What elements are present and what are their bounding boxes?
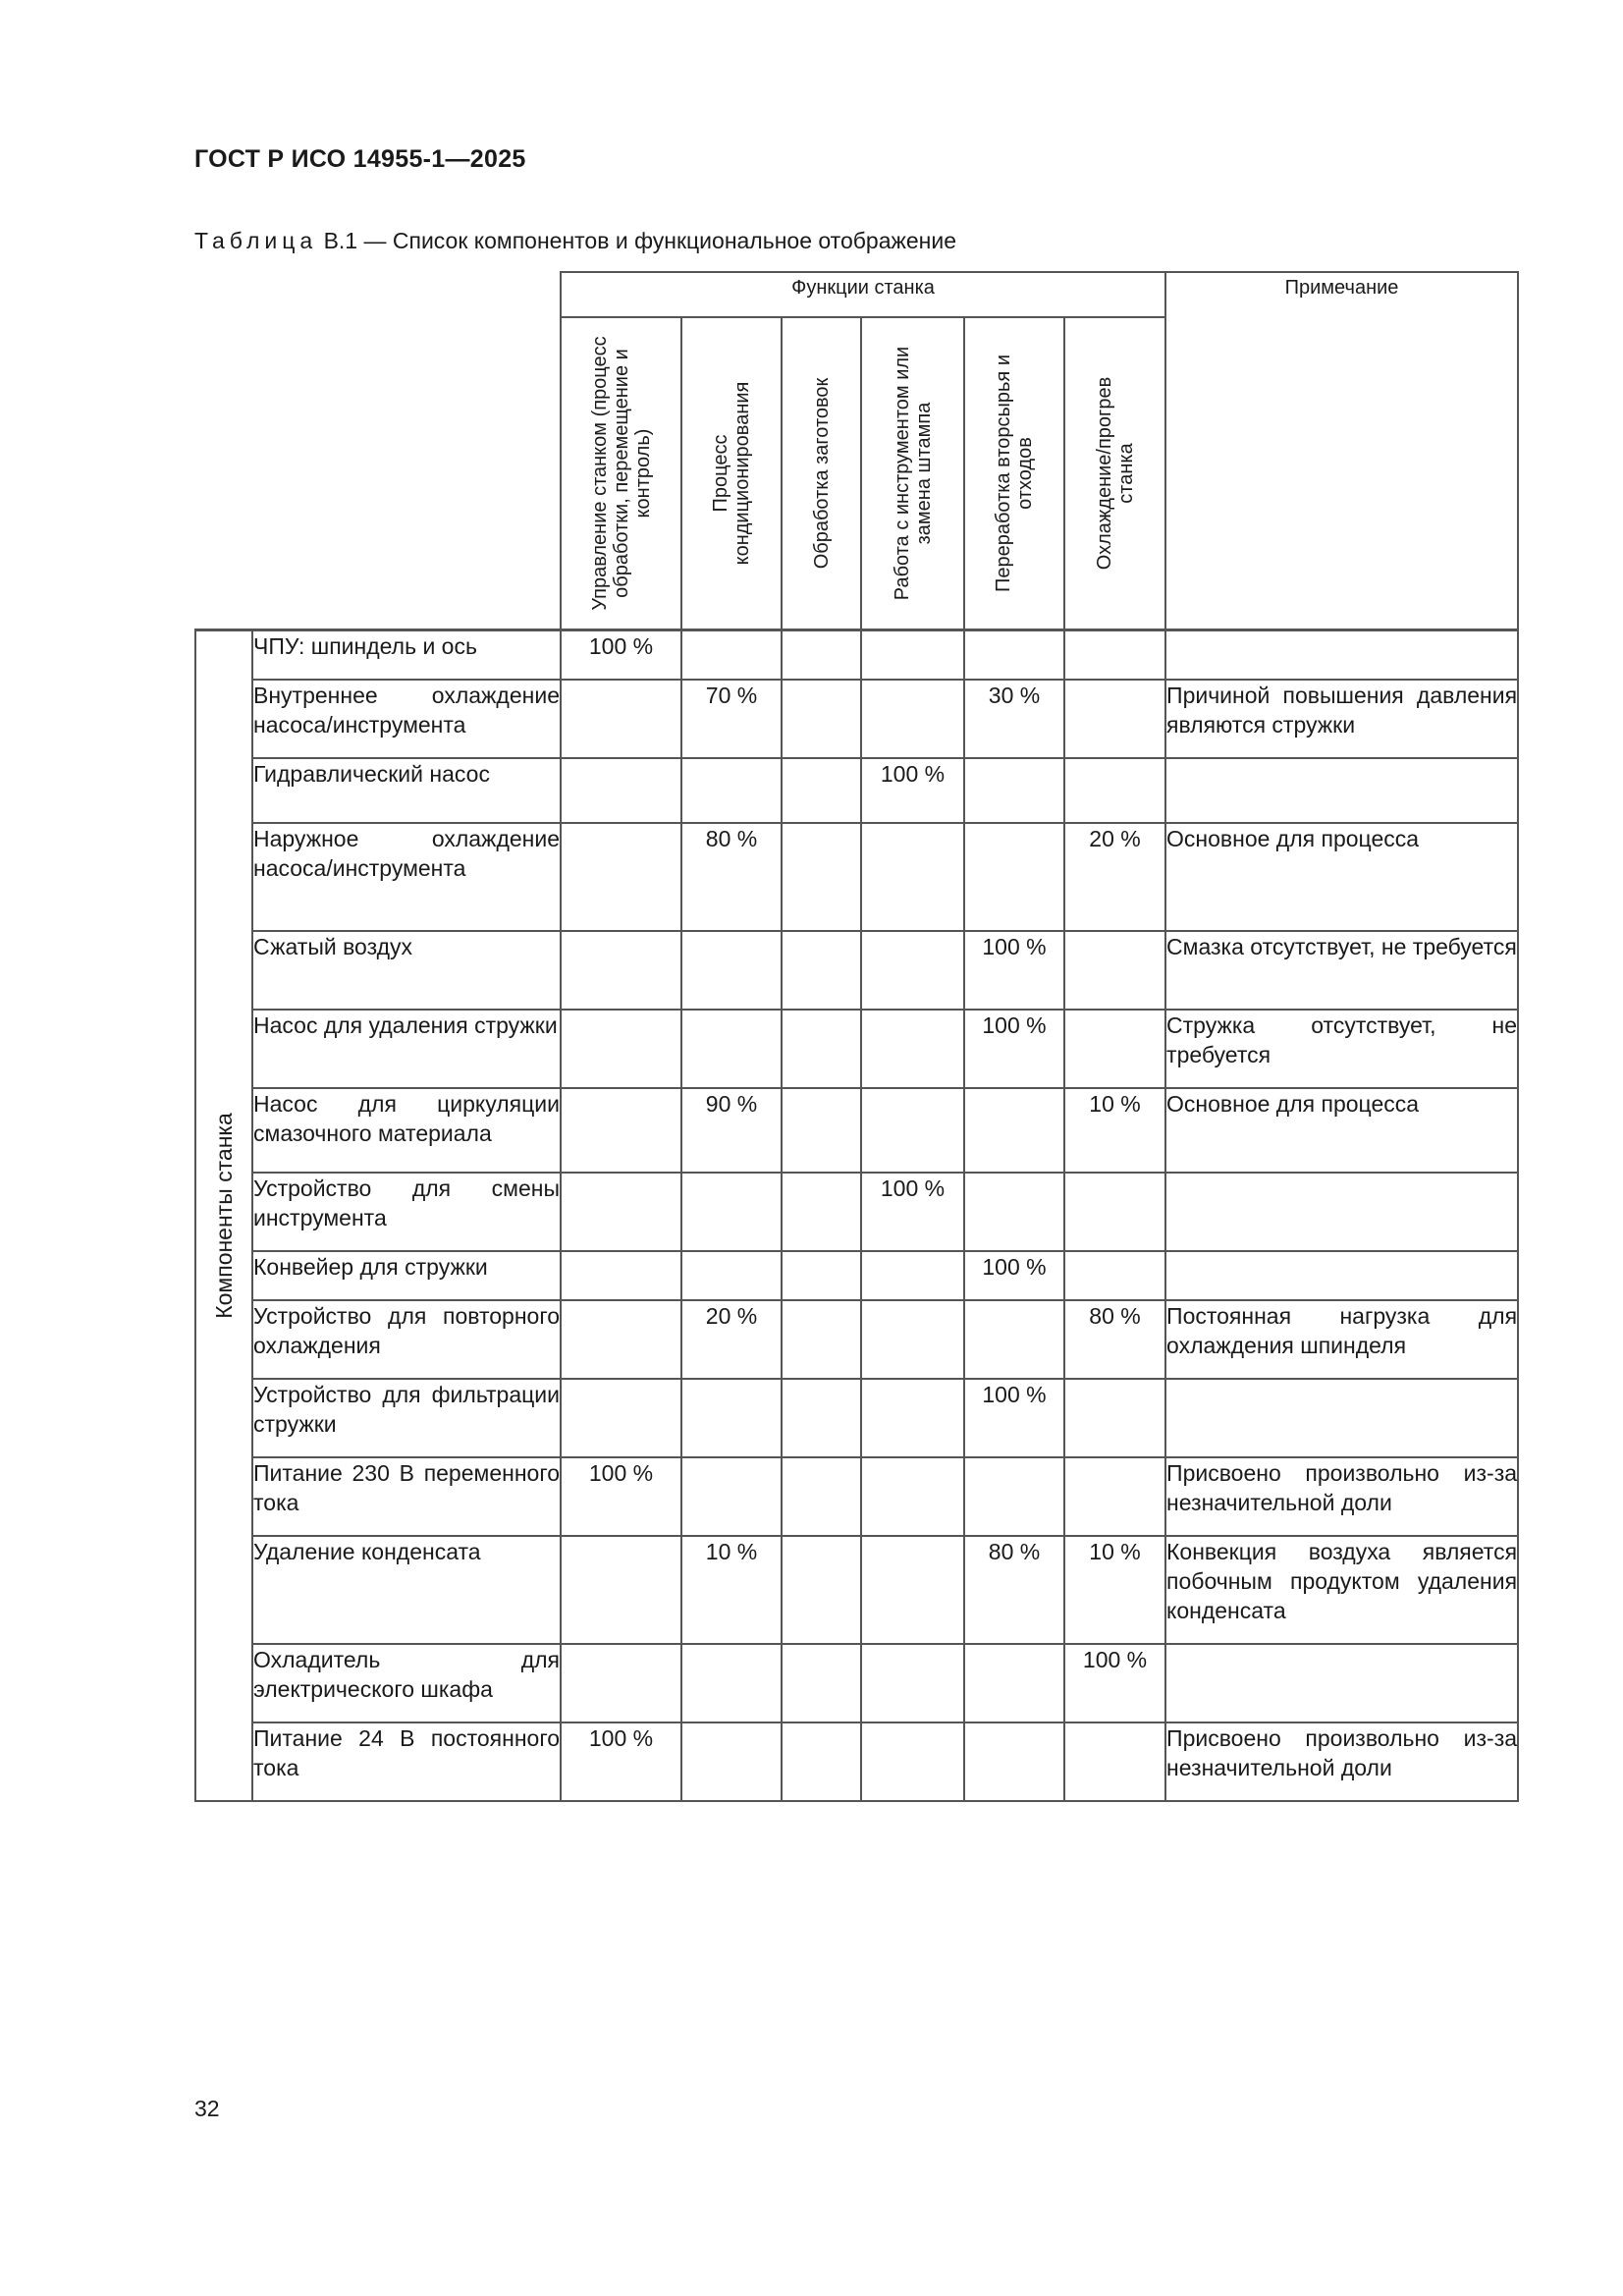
value-cell: [1064, 1251, 1165, 1300]
value-cell: 100 %: [964, 1379, 1064, 1457]
value-cell: 80 %: [681, 823, 782, 931]
value-cell: [861, 630, 964, 680]
value-cell: [681, 1173, 782, 1251]
value-cell: 100 %: [561, 1722, 681, 1801]
value-cell: [861, 931, 964, 1010]
value-cell: [964, 823, 1064, 931]
component-name: Насос для циркуляции смазочного материала: [252, 1088, 561, 1173]
value-cell: 10 %: [681, 1536, 782, 1644]
function-header-label: Работа с инструментом или замена штампа: [891, 346, 935, 601]
value-cell: [561, 1173, 681, 1251]
value-cell: 90 %: [681, 1088, 782, 1173]
value-cell: [782, 1251, 861, 1300]
table-row: [195, 1379, 1518, 1457]
table-row: [195, 1722, 1518, 1801]
value-cell: 10 %: [1064, 1536, 1165, 1644]
component-name: Конвейер для стружки: [252, 1251, 561, 1300]
value-cell: [681, 1251, 782, 1300]
value-cell: 10 %: [1064, 1088, 1165, 1173]
value-cell: [861, 1251, 964, 1300]
value-cell: [681, 931, 782, 1010]
table-row: [195, 931, 1518, 1010]
note-cell: [1165, 1644, 1518, 1722]
component-name: Устройство для фильтрации стружки: [252, 1379, 561, 1457]
components-table: [194, 271, 1519, 1802]
value-cell: [561, 1644, 681, 1722]
side-label: Компоненты станка: [211, 1113, 237, 1319]
value-cell: [561, 1379, 681, 1457]
function-header-label: Обработка заготовок: [810, 377, 833, 570]
note-cell: [1165, 1379, 1518, 1457]
value-cell: [861, 1722, 964, 1801]
value-cell: [681, 1457, 782, 1536]
value-cell: [1064, 1379, 1165, 1457]
value-cell: [1064, 630, 1165, 680]
value-cell: [561, 823, 681, 931]
table-row: [195, 1536, 1518, 1644]
value-cell: 80 %: [964, 1536, 1064, 1644]
function-header: [561, 317, 681, 630]
note-column-header: Примечание: [1165, 272, 1518, 630]
value-cell: [964, 1457, 1064, 1536]
table-row: [195, 1300, 1518, 1379]
header-corner: [195, 272, 561, 630]
table-row: [195, 1644, 1518, 1722]
value-cell: [1064, 931, 1165, 1010]
value-cell: 100 %: [561, 1457, 681, 1536]
value-cell: 100 %: [964, 931, 1064, 1010]
note-cell: [1165, 758, 1518, 823]
note-cell: Основное для процесса: [1165, 823, 1518, 931]
table-row: [195, 758, 1518, 823]
table-row: [195, 1173, 1518, 1251]
value-cell: [861, 1457, 964, 1536]
table-row: [195, 1010, 1518, 1088]
value-cell: 100 %: [861, 1173, 964, 1251]
component-name: Внутреннее охлаждение насоса/инструмента: [252, 680, 561, 758]
component-name: Охладитель для электрического шкафа: [252, 1644, 561, 1722]
component-name: Наружное охлаждение насоса/инструмента: [252, 823, 561, 931]
value-cell: [681, 1722, 782, 1801]
value-cell: [1064, 1722, 1165, 1801]
value-cell: [782, 758, 861, 823]
value-cell: [861, 1088, 964, 1173]
component-name: Гидравлический насос: [252, 758, 561, 823]
function-header: [681, 317, 782, 630]
component-name: Устройство для повторного охлаждения: [252, 1300, 561, 1379]
function-header-label: Переработка вторсырья и отходов: [993, 355, 1036, 593]
value-cell: [782, 630, 861, 680]
function-header-label: Охлаждение/прогрев станка: [1093, 376, 1137, 571]
value-cell: [782, 1088, 861, 1173]
value-cell: [782, 823, 861, 931]
table-row: [195, 680, 1518, 758]
value-cell: [782, 1644, 861, 1722]
value-cell: 100 %: [964, 1251, 1064, 1300]
value-cell: [861, 1536, 964, 1644]
value-cell: [861, 680, 964, 758]
value-cell: 20 %: [1064, 823, 1165, 931]
function-header: [782, 317, 861, 630]
value-cell: [782, 1010, 861, 1088]
value-cell: 80 %: [1064, 1300, 1165, 1379]
value-cell: [1064, 758, 1165, 823]
value-cell: 20 %: [681, 1300, 782, 1379]
function-header-label: Управление станком (процесс обработки, перемещение и контроль): [588, 336, 654, 611]
value-cell: [1064, 1457, 1165, 1536]
function-header: [964, 317, 1064, 630]
value-cell: [964, 1722, 1064, 1801]
value-cell: [782, 1300, 861, 1379]
component-name: Сжатый воздух: [252, 931, 561, 1010]
note-cell: Причиной повышения давления являются стружки: [1165, 680, 1518, 758]
table-caption-text: В.1 — Список компонентов и функциональное отображение: [317, 228, 957, 253]
function-header: [861, 317, 964, 630]
value-cell: 100 %: [964, 1010, 1064, 1088]
note-cell: [1165, 630, 1518, 680]
component-name: Питание 24 В постоянного тока: [252, 1722, 561, 1801]
value-cell: [561, 1536, 681, 1644]
table-row: [195, 1088, 1518, 1173]
component-name: Насос для удаления стружки: [252, 1010, 561, 1088]
value-cell: [861, 1010, 964, 1088]
side-label-cell: [195, 630, 252, 1802]
value-cell: [782, 1457, 861, 1536]
value-cell: [561, 758, 681, 823]
value-cell: [681, 630, 782, 680]
value-cell: [1064, 1173, 1165, 1251]
value-cell: [964, 1644, 1064, 1722]
note-cell: Стружка отсутствует, не требуется: [1165, 1010, 1518, 1088]
value-cell: [964, 1088, 1064, 1173]
component-name: Устройство для смены инструмента: [252, 1173, 561, 1251]
value-cell: [782, 1379, 861, 1457]
value-cell: [561, 1300, 681, 1379]
value-cell: [681, 1644, 782, 1722]
note-cell: Постоянная нагрузка для охлаждения шпинделя: [1165, 1300, 1518, 1379]
note-cell: Присвоено произвольно из-за незначительной доли: [1165, 1457, 1518, 1536]
component-name: Удаление конденсата: [252, 1536, 561, 1644]
value-cell: [861, 1300, 964, 1379]
table-caption: [194, 228, 956, 254]
value-cell: [964, 630, 1064, 680]
value-cell: [561, 1251, 681, 1300]
value-cell: 100 %: [561, 630, 681, 680]
table-row: [195, 1457, 1518, 1536]
value-cell: [964, 1173, 1064, 1251]
table-caption-prefix: Таблица: [194, 228, 318, 253]
note-cell: [1165, 1251, 1518, 1300]
value-cell: [681, 758, 782, 823]
function-header: [1064, 317, 1165, 630]
table-row: [195, 630, 1518, 680]
value-cell: [681, 1379, 782, 1457]
functions-group-header: Функции станка: [561, 272, 1165, 317]
value-cell: [861, 1644, 964, 1722]
value-cell: 30 %: [964, 680, 1064, 758]
value-cell: 100 %: [1064, 1644, 1165, 1722]
value-cell: [561, 931, 681, 1010]
value-cell: 100 %: [861, 758, 964, 823]
value-cell: [782, 1536, 861, 1644]
note-cell: Основное для процесса: [1165, 1088, 1518, 1173]
page-number: 32: [194, 2096, 220, 2121]
value-cell: [861, 1379, 964, 1457]
value-cell: [782, 931, 861, 1010]
component-name: Питание 230 В переменного тока: [252, 1457, 561, 1536]
value-cell: [681, 1010, 782, 1088]
value-cell: 70 %: [681, 680, 782, 758]
value-cell: [561, 1088, 681, 1173]
value-cell: [1064, 1010, 1165, 1088]
component-name: ЧПУ: шпиндель и ось: [252, 630, 561, 680]
value-cell: [561, 680, 681, 758]
value-cell: [782, 1722, 861, 1801]
value-cell: [861, 823, 964, 931]
value-cell: [964, 758, 1064, 823]
function-header-label: Процесс кондиционирования: [710, 381, 753, 566]
note-cell: Смазка отсутствует, не требуется: [1165, 931, 1518, 1010]
table-row: [195, 823, 1518, 931]
note-cell: [1165, 1173, 1518, 1251]
value-cell: [1064, 680, 1165, 758]
note-cell: Присвоено произвольно из-за незначительной доли: [1165, 1722, 1518, 1801]
value-cell: [782, 680, 861, 758]
value-cell: [964, 1300, 1064, 1379]
table-row: [195, 1251, 1518, 1300]
note-cell: Конвекция воздуха является побочным продуктом удаления конденсата: [1165, 1536, 1518, 1644]
value-cell: [561, 1010, 681, 1088]
value-cell: [782, 1173, 861, 1251]
document-title: ГОСТ Р ИСО 14955-1—2025: [194, 145, 526, 173]
